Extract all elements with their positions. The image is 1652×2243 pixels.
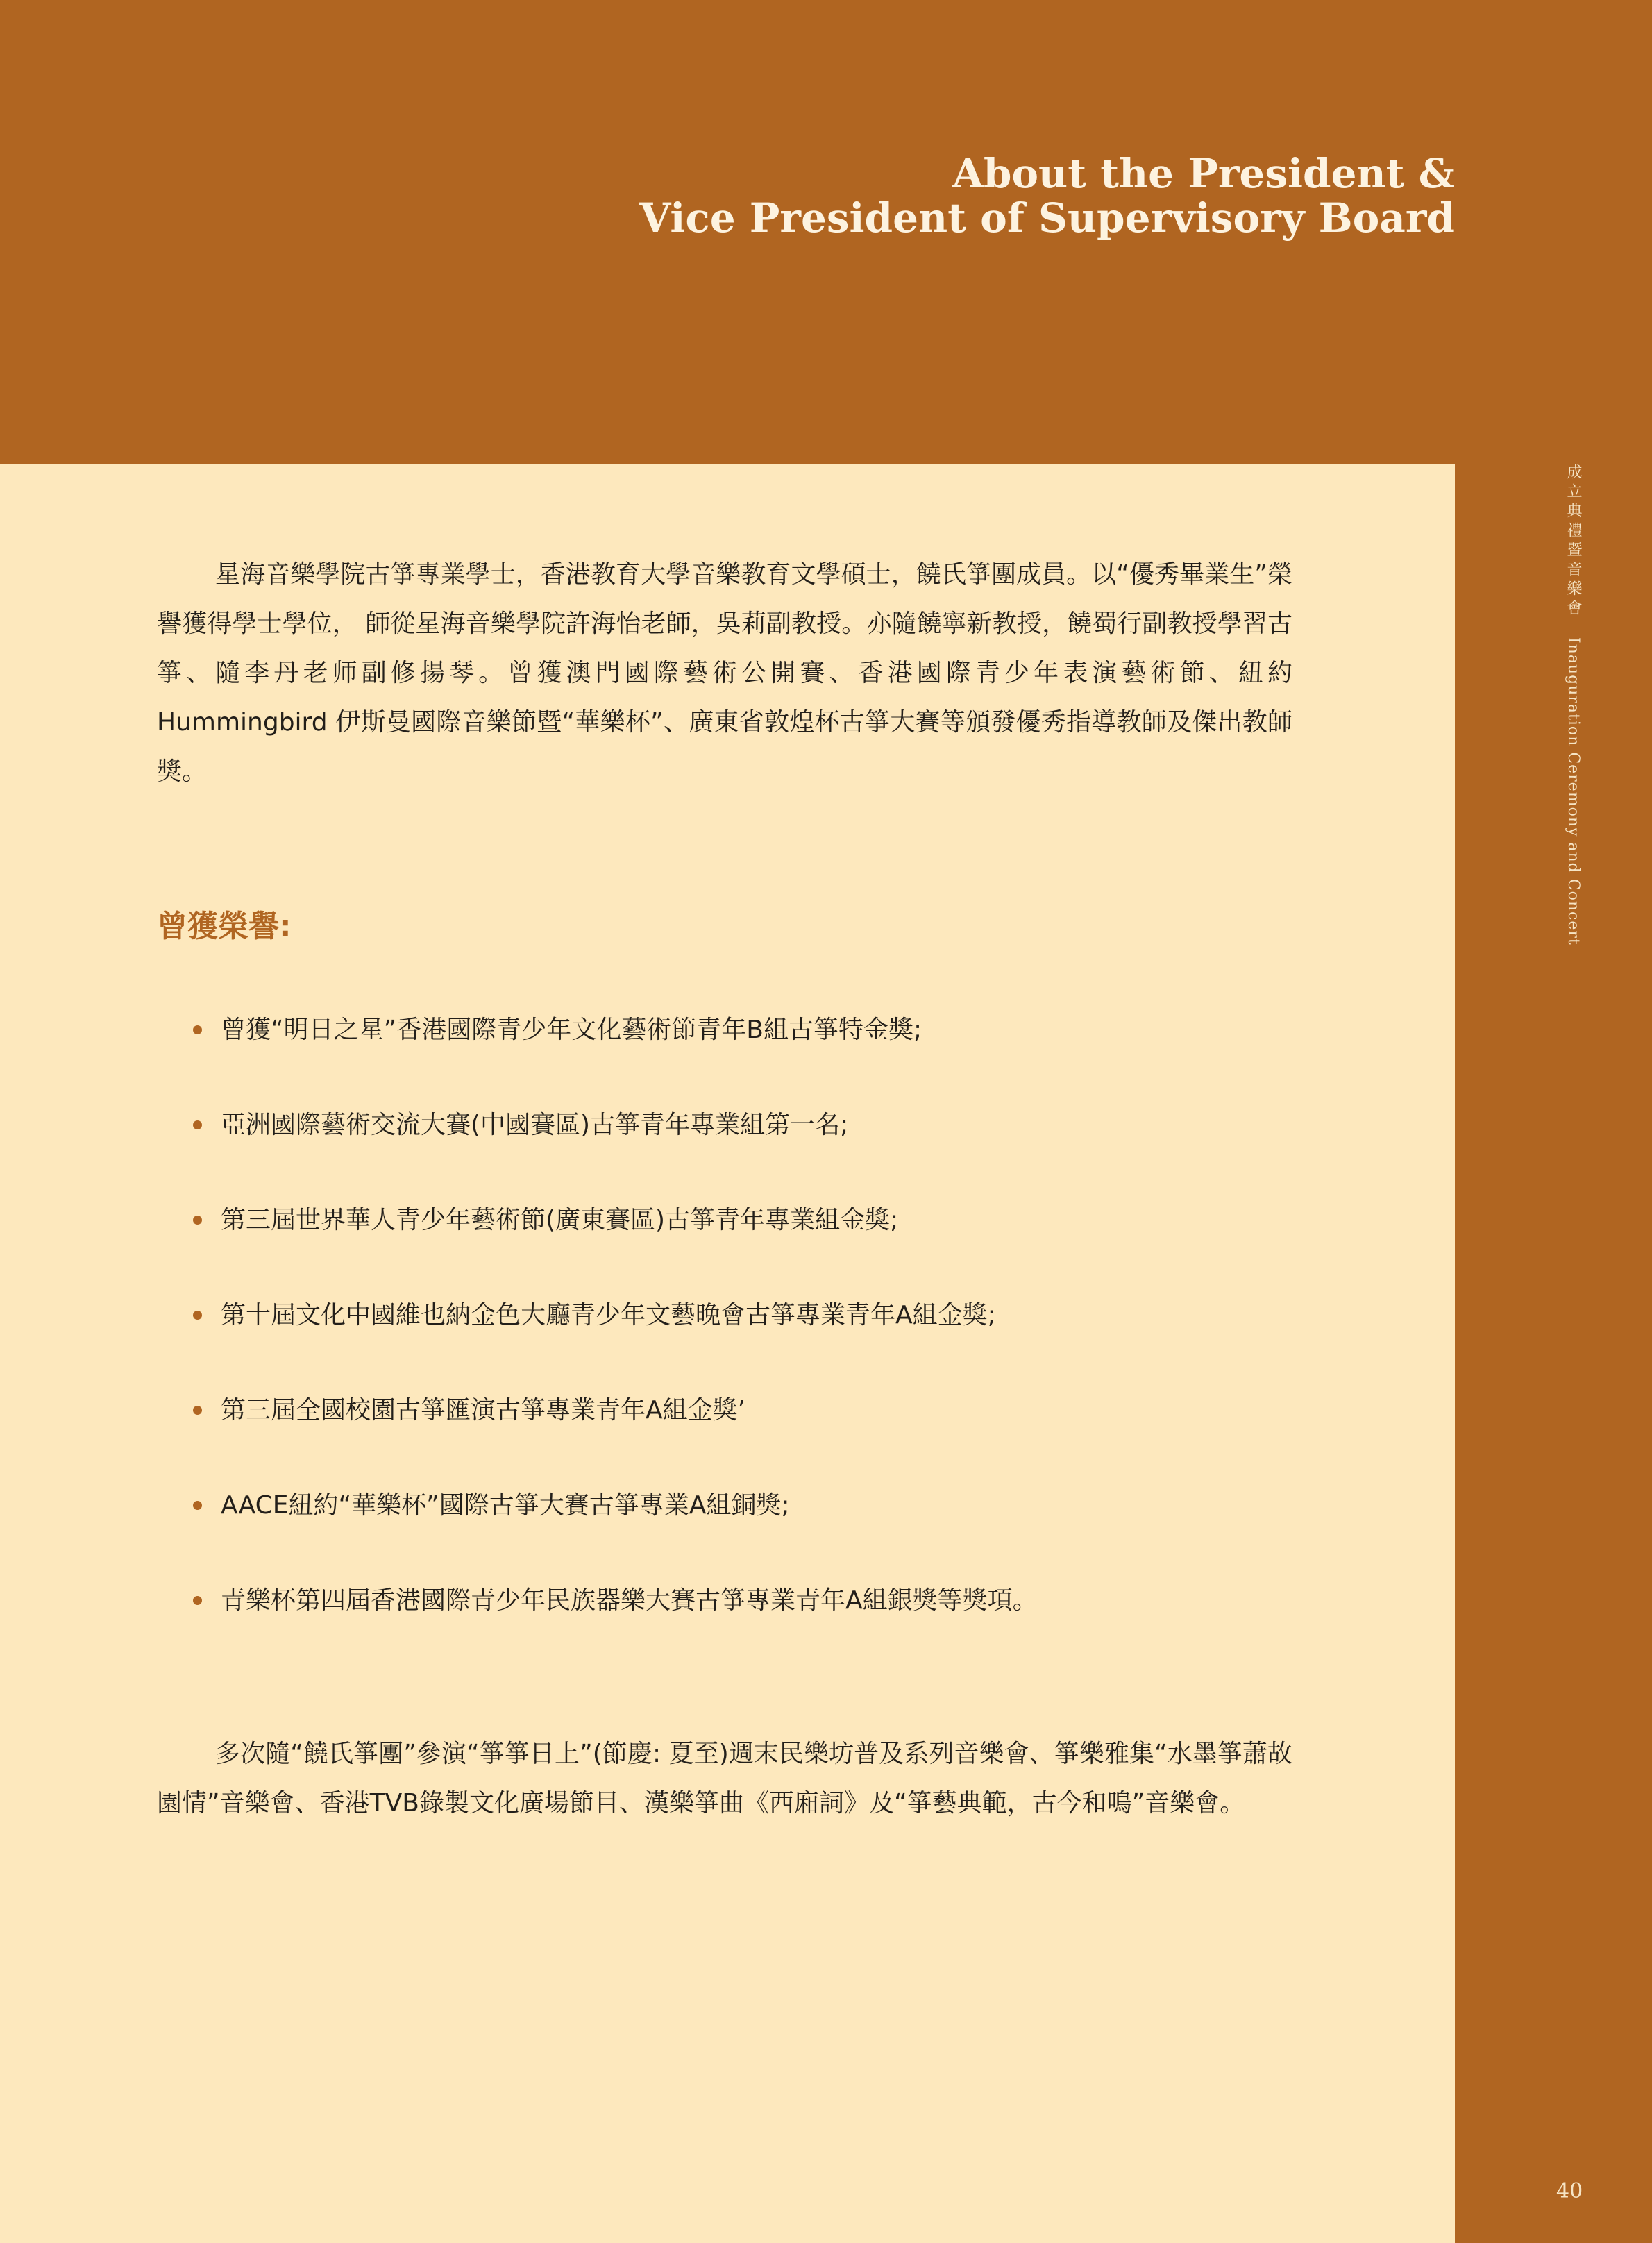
honors-list [157, 1009, 1302, 1675]
bullet-icon [193, 1406, 202, 1415]
closing-paragraph: 多次隨“饒氏箏團”參演“箏箏日上”(節慶: 夏至)週末民樂坊普及系列音樂會、箏樂雅集“水墨箏蕭故園情”音樂會、香港TVB錄製文化廣場節目、漢樂箏曲《西廂詞》及“箏藝典範，古今和鳴”音樂會。 [157, 1740, 1292, 1817]
honor-item [157, 1295, 1302, 1390]
sidebar [1455, 464, 1652, 2243]
honor-item-text: 青樂杯第四屆香港國際青少年民族器樂大賽古箏專業青年A組銀獎等獎項。 [221, 1586, 1038, 1615]
honor-item-text: 亞洲國際藝術交流大賽(中國賽區)古箏青年專業組第一名; [221, 1111, 849, 1139]
page-number: 40 [1556, 2179, 1583, 2203]
bullet-icon [193, 1596, 202, 1605]
honor-item-text: 第三屆全國校園古箏匯演古箏專業青年A組金獎’ [221, 1396, 746, 1425]
honors-heading: 曾獲榮譽: [157, 909, 292, 944]
bullet-icon [193, 1216, 202, 1225]
honor-item-text: 第三屆世界華人青少年藝術節(廣東賽區)古箏青年專業組金獎; [221, 1206, 899, 1234]
honor-item [157, 1485, 1302, 1580]
intro-paragraph: 星海音樂學院古箏專業學士，香港教育大學音樂教育文學碩士，饒氏箏團成員。以“優秀畢業生”榮譽獲得學士學位， 師從星海音樂學院許海怡老師，吳莉副教授。亦隨饒寧新教授，饒蜀行副教授學習古箏、隨李丹老师副修揚琴。曾獲澳門國際藝術公開賽、香港國際青少年表演藝術節、紐約 Hummingbird 伊斯曼國際音樂節暨“華樂杯”、廣東省敦煌杯古箏大賽等頒發優秀指導教師及傑出教師獎。 [157, 560, 1292, 786]
honor-item [157, 1200, 1302, 1295]
honor-item [157, 1104, 1302, 1200]
honor-item-text: 第十屆文化中國維也納金色大廳青少年文藝晚會古箏專業青年A組金獎; [221, 1301, 996, 1329]
page-title [639, 151, 1455, 240]
honor-item-text: 曾獲“明日之星”香港國際青少年文化藝術節青年B組古箏特金獎; [221, 1016, 922, 1044]
page-title-line-2: Vice President of Supervisory Board [639, 194, 1455, 242]
honor-item [157, 1009, 1302, 1104]
honor-item [157, 1580, 1302, 1675]
sidebar-label-chinese: 成立典禮暨音樂會 [1565, 464, 1582, 619]
bullet-icon [193, 1120, 202, 1129]
bullet-icon [193, 1025, 202, 1034]
bullet-icon [193, 1501, 202, 1510]
honor-item [157, 1390, 1302, 1485]
honor-item-text: AACE紐約“華樂杯”國際古箏大賽古箏專業A組銅獎; [221, 1491, 790, 1520]
bullet-icon [193, 1311, 202, 1320]
sidebar-vertical-label [1556, 464, 1584, 946]
sidebar-label-english: Inauguration Ceremony and Concert [1565, 637, 1582, 946]
page-title-line-1: About the President & [952, 150, 1455, 197]
